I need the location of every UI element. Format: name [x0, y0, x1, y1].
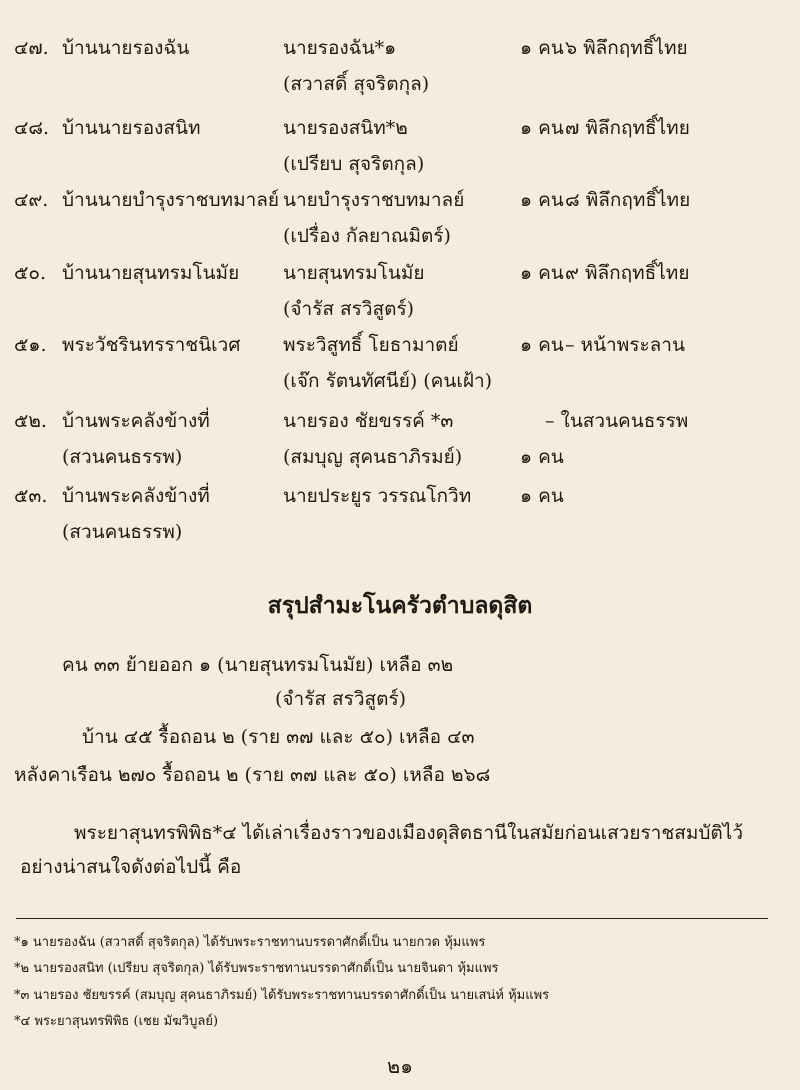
- house-name: บ้านนายรองสนิท: [62, 117, 201, 139]
- list-item: [0, 478, 800, 550]
- entry-number: ๕๒.: [14, 410, 47, 432]
- location: ๖ พิลึกฤทธิ์ไทย: [565, 37, 688, 59]
- person-count: ๑ คน: [520, 189, 564, 211]
- occupant-original-name: (เจ๊ก รัตนทัศนีย์) (คนเฝ้า): [283, 370, 493, 392]
- entry-number: ๔๘.: [14, 117, 50, 139]
- occupant-name: นายบำรุงราชบทมาลย์: [283, 189, 465, 211]
- occupant-original-name: (สมบุญ สุคนธาภิรมย์): [283, 446, 463, 468]
- summary-row-people: คน ๓๓ ย้ายออก ๑ (นายสุนทรมโนมัย) เหลือ ๓๒: [62, 654, 454, 676]
- location: – ในสวนคนธรรพ: [545, 410, 689, 432]
- person-count: ๑ คน: [520, 485, 564, 507]
- list-item: [0, 182, 800, 254]
- entry-number: ๕๐.: [14, 262, 47, 284]
- house-subname: (สวนคนธรรพ): [62, 446, 183, 468]
- entry-number: ๔๗.: [14, 37, 49, 59]
- house-name: บ้านพระคลังข้างที่: [62, 485, 210, 507]
- footnote-divider: [16, 918, 768, 919]
- footnote: *๔ พระยาสุนทรพิพิธ (เชย มัฆวิบูลย์): [14, 1014, 219, 1029]
- house-subname: (สวนคนธรรพ): [62, 521, 183, 543]
- footnote: *๑ นายรองฉัน (สวาสดิ์ สุจริตกุล) ได้รับพระราชทานบรรดาศักดิ์เป็น นายกวด หุ้มแพร: [14, 935, 486, 950]
- occupant-name: นายรองสนิท*๒: [283, 117, 408, 139]
- summary-row-houses: บ้าน ๔๕ รื้อถอน ๒ (ราย ๓๗ และ ๕๐) เหลือ ๔๓: [82, 726, 475, 748]
- occupant-name: นายประยูร วรรณโกวิท: [283, 485, 472, 507]
- occupant-original-name: (สวาสดิ์ สุจริตกุล): [283, 73, 430, 95]
- body-paragraph: [20, 816, 790, 884]
- location: ๗ พิลึกฤทธิ์ไทย: [565, 117, 690, 139]
- list-item: [0, 30, 800, 102]
- occupant-name: พระวิสูทธิ์ โยธามาตย์: [283, 334, 459, 356]
- occupant-original-name: (จำรัส สรวิสูตร์): [283, 298, 415, 320]
- location: ๘ พิลึกฤทธิ์ไทย: [565, 189, 691, 211]
- house-name: บ้านนายบำรุงราชบทมาลย์: [62, 189, 280, 211]
- occupant-name: นายสุนทรมโนมัย: [283, 262, 425, 284]
- list-item: [0, 403, 800, 475]
- list-item: [0, 255, 800, 327]
- location: – หน้าพระลาน: [565, 334, 685, 356]
- person-count: ๑ คน: [520, 446, 564, 468]
- paragraph-line: อย่างน่าสนใจดังต่อไปนี้ คือ: [20, 856, 242, 878]
- person-count: ๑ คน: [520, 262, 564, 284]
- entry-number: ๕๓.: [14, 485, 48, 507]
- summary-row-households: หลังคาเรือน ๒๗๐ รื้อถอน ๒ (ราย ๓๗ และ ๕๐) เหลือ ๒๖๘: [14, 764, 491, 786]
- house-name: บ้านพระคลังข้างที่: [62, 410, 210, 432]
- paragraph-line: พระยาสุนทรพิพิธ*๔ ได้เล่าเรื่องราวของเมืองดุสิตธานีในสมัยก่อนเสวยราชสมบัติไว้: [74, 822, 743, 844]
- person-count: ๑ คน: [520, 334, 564, 356]
- person-count: ๑ คน: [520, 37, 564, 59]
- house-name: บ้านนายสุนทรมโนมัย: [62, 262, 240, 284]
- footnote: *๓ นายรอง ชัยขรรค์ (สมบุญ สุคนธาภิรมย์) ได้รับพระราชทานบรรดาศักดิ์เป็น นายเสน่ห์ หุ้มแพร: [14, 988, 550, 1003]
- footnote: *๒ นายรองสนิท (เปรียบ สุจริตกุล) ได้รับพระราชทานบรรดาศักดิ์เป็น นายจินดา หุ้มแพร: [14, 961, 499, 976]
- house-name: พระวัชรินทรราชนิเวศ: [62, 334, 241, 356]
- occupant-name: นายรองฉัน*๑: [283, 37, 397, 59]
- entry-number: ๕๑.: [14, 334, 47, 356]
- page-number: ๒๑: [387, 1054, 413, 1078]
- section-title: สรุปสำมะโนครัวตำบลดุสิต: [267, 592, 533, 619]
- summary-row-people-note: (จำรัส สรวิสูตร์): [275, 688, 407, 710]
- occupant-original-name: (เปรื่อง กัลยาณมิตร์): [283, 225, 451, 247]
- house-name: บ้านนายรองฉัน: [62, 37, 190, 59]
- person-count: ๑ คน: [520, 117, 564, 139]
- location: ๙ พิลึกฤทธิ์ไทย: [565, 262, 690, 284]
- occupant-original-name: (เปรียบ สุจริตกุล): [283, 153, 425, 175]
- list-item: [0, 327, 800, 399]
- entry-number: ๔๙.: [14, 189, 49, 211]
- list-item: [0, 110, 800, 182]
- occupant-name: นายรอง ชัยขรรค์ *๓: [283, 410, 454, 432]
